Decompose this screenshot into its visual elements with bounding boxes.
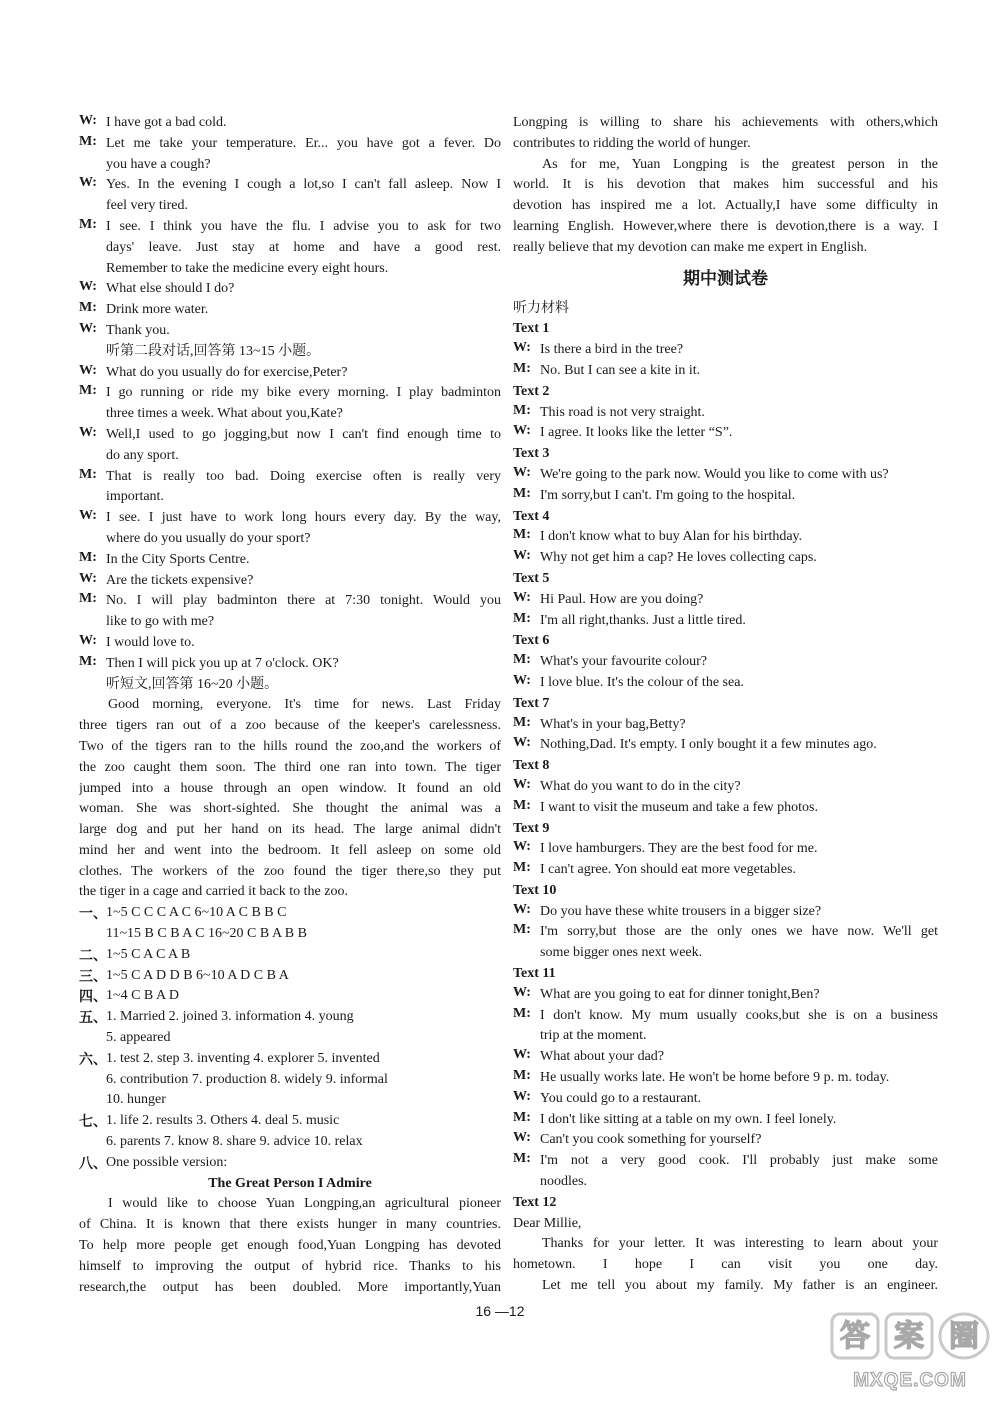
answer-section-number: 三、 xyxy=(79,969,107,985)
text-line: noodles. xyxy=(540,1174,588,1190)
dialogue-text xyxy=(540,902,938,923)
text-line: I'm all right,thanks. Just a little tired. xyxy=(540,612,746,628)
paragraph-line: devotion has inspired me a lot. Actually,I have some difficulty in xyxy=(513,198,938,214)
letter-line: hometown. I hope I can visit you one day. xyxy=(513,1257,938,1273)
text-line: Do you have these white trousers in a bigger size? xyxy=(540,903,822,919)
dialogue-text xyxy=(106,571,501,592)
speaker-label: W: xyxy=(513,548,531,564)
paragraph-line: woman. She was short-sighted. She thought the animal was a xyxy=(79,801,501,817)
dialogue-turn xyxy=(513,1151,938,1193)
speaker-label: W: xyxy=(513,839,531,855)
speaker-label: W: xyxy=(513,984,531,1000)
paragraph-line: the zoo caught them soon. The third one ran into town. The tiger xyxy=(79,759,501,775)
text-line: No. I will play badminton there at 7:30 tonight. Would you xyxy=(106,593,501,609)
speaker-label: W: xyxy=(513,672,531,688)
text-line: I see. I think you have the flu. I advise you to ask for two xyxy=(106,218,501,234)
dialogue-turn xyxy=(513,715,938,736)
answer-line: One possible version: xyxy=(106,1154,228,1170)
paragraph-line: Good morning, everyone. It's time for news. Last Friday xyxy=(108,697,501,713)
text-line: like to go with me? xyxy=(106,614,215,630)
dialogue-turn xyxy=(79,300,501,321)
text-line: This road is not very straight. xyxy=(540,404,705,420)
speaker-label: W: xyxy=(79,362,97,378)
dialogue-turn xyxy=(513,590,938,611)
dialogue-text xyxy=(540,1006,938,1048)
speaker-label: M: xyxy=(79,653,97,669)
dialogue-turn xyxy=(513,985,938,1006)
dialogue-turn xyxy=(79,508,501,550)
speaker-label: W: xyxy=(79,113,97,128)
dialogue-text xyxy=(106,363,501,384)
dialogue-text xyxy=(540,1130,938,1151)
speaker-label: M: xyxy=(513,1151,531,1167)
answer-line: 6. parents 7. know 8. share 9. advice 10. relax xyxy=(106,1134,363,1150)
text-line: important. xyxy=(106,489,164,505)
paragraph-line: clothes. The workers of the zoo found the tiger there,so they put xyxy=(79,863,501,879)
dialogue-text xyxy=(540,1151,938,1193)
answer-line: 1~5 C A D D B 6~10 A D C B A xyxy=(106,967,289,983)
answer-text xyxy=(106,966,501,987)
dialogue-text xyxy=(106,383,501,425)
dialogue-text xyxy=(540,527,938,548)
dialogue-turn xyxy=(513,465,938,486)
text-line: I have got a bad cold. xyxy=(106,115,227,130)
text-label: Text 12 xyxy=(513,1194,557,1210)
text-line: I'm sorry,but those are the only ones we have now. We'll get xyxy=(540,924,938,940)
speaker-label: W: xyxy=(79,570,97,586)
answer-line: 6. contribution 7. production 8. widely 9. informal xyxy=(106,1071,388,1087)
dialogue-text xyxy=(106,591,501,633)
paragraph-line: world. It is his devotion that makes him successful and his xyxy=(513,177,938,193)
text-label: Text 2 xyxy=(513,383,550,399)
dialogue-turn xyxy=(513,673,938,694)
text-line: Thank you. xyxy=(106,322,170,338)
dialogue-text xyxy=(106,175,501,217)
speaker-label: W: xyxy=(79,175,97,191)
text-line: Remember to take the medicine every eight hours. xyxy=(106,260,389,276)
dialogue-text xyxy=(540,715,938,736)
dialogue-turn xyxy=(79,113,501,134)
text-line: Why not get him a cap? He loves collecting caps. xyxy=(540,550,817,566)
dialogue-text xyxy=(106,113,501,134)
dialogue-turn xyxy=(79,425,501,467)
dialogue-text xyxy=(540,673,938,694)
dialogue-text xyxy=(106,217,501,279)
text-line: Are the tickets expensive? xyxy=(106,572,254,588)
text-label: Text 4 xyxy=(513,508,550,524)
dialogue-turn xyxy=(513,527,938,548)
paragraph-line: three tigers ran out of a zoo because of the keeper's carelessness. xyxy=(79,718,501,734)
dialogue-text xyxy=(106,550,501,571)
dialogue-turn xyxy=(513,361,938,382)
dialogue-text xyxy=(540,611,938,632)
dialogue-text xyxy=(540,1089,938,1110)
letter-salutation: Dear Millie, xyxy=(513,1215,582,1231)
dialogue-turn xyxy=(513,611,938,632)
dialogue-text xyxy=(540,548,938,569)
dialogue-text xyxy=(540,922,938,964)
dialogue-text xyxy=(540,465,938,486)
answer-line: 5. appeared xyxy=(106,1030,171,1046)
letter-line: Let me tell you about my family. My father is an engineer. xyxy=(542,1278,938,1294)
text-label: Text 6 xyxy=(513,633,550,649)
speaker-label: M: xyxy=(513,402,531,418)
dialogue-turn xyxy=(513,340,938,361)
answer-line: 11~15 B C B A C 16~20 C B A B B xyxy=(106,926,307,942)
text-line: What are you going to eat for dinner tonight,Ben? xyxy=(540,986,820,1002)
page-number: 16 —12 xyxy=(475,1303,525,1319)
text-line: Drink more water. xyxy=(106,302,209,318)
dialogue-text xyxy=(540,1068,938,1089)
dialogue-text xyxy=(540,486,938,507)
dialogue-text xyxy=(540,777,938,798)
speaker-label: W: xyxy=(513,1130,531,1146)
speaker-label: M: xyxy=(513,527,531,543)
speaker-label: M: xyxy=(513,1005,531,1021)
dialogue-turn xyxy=(513,548,938,569)
dialogue-text xyxy=(540,423,938,444)
watermark-glyph: 答 xyxy=(840,1319,870,1354)
text-line: I see. I just have to work long hours every day. By the way, xyxy=(106,510,501,526)
speaker-label: M: xyxy=(79,549,97,565)
paragraph-line: jumped into a house through an open window. It found an old xyxy=(79,780,501,796)
dialogue-turn xyxy=(79,550,501,571)
text-line: I go running or ride my bike every morning. I play badminton xyxy=(106,385,501,401)
speaker-label: M: xyxy=(513,652,531,668)
dialogue-turn xyxy=(79,217,501,279)
dialogue-turn xyxy=(513,486,938,507)
text-label: Text 11 xyxy=(513,966,556,982)
answer-row xyxy=(79,1007,501,1049)
essay-line: I would like to choose Yuan Longping,an agricultural pioneer xyxy=(108,1196,501,1212)
paragraph-line: large dog and put her hand on its head. The large animal didn't xyxy=(79,822,501,838)
answer-text xyxy=(106,1049,501,1111)
dialogue-turn xyxy=(513,839,938,860)
answer-text xyxy=(106,903,501,945)
speaker-label: M: xyxy=(513,860,531,876)
answer-section-number: 二、 xyxy=(79,948,107,964)
speaker-label: W: xyxy=(79,632,97,648)
dialogue-text xyxy=(106,508,501,550)
dialogue-turn xyxy=(79,591,501,633)
speaker-label: W: xyxy=(513,776,531,792)
answer-line: 1~5 C A C A B xyxy=(106,946,191,962)
answer-line: 10. hunger xyxy=(106,1092,166,1108)
text-line: trip at the moment. xyxy=(540,1028,647,1044)
dialogue-turn xyxy=(79,467,501,509)
instruction-line: 听第二段对话,回答第 13~15 小题。 xyxy=(106,343,321,359)
speaker-label: M: xyxy=(513,360,531,376)
text-line: feel very tired. xyxy=(106,198,189,214)
text-line: He usually works late. He won't be home before 9 p. m. today. xyxy=(540,1070,890,1086)
dialogue-turn xyxy=(513,1130,938,1151)
dialogue-text xyxy=(540,590,938,611)
answer-section-number: 六、 xyxy=(79,1052,107,1068)
text-line: You could go to a restaurant. xyxy=(540,1090,702,1106)
dialogue-turn xyxy=(513,1110,938,1131)
text-line: What do you want to do in the city? xyxy=(540,778,741,794)
text-line: Can't you cook something for yourself? xyxy=(540,1132,762,1148)
answer-line: 1~4 C B A D xyxy=(106,988,179,1004)
dialogue-text xyxy=(540,1110,938,1131)
dialogue-turn xyxy=(513,652,938,673)
speaker-label: W: xyxy=(79,320,97,336)
answer-text xyxy=(106,1111,501,1153)
dialogue-turn xyxy=(513,1068,938,1089)
text-line: What else should I do? xyxy=(106,281,235,297)
dialogue-turn xyxy=(513,777,938,798)
text-line: Yes. In the evening I cough a lot,so I can't fall asleep. Now I xyxy=(106,177,501,193)
answer-section-number: 四、 xyxy=(79,990,107,1006)
dialogue-text xyxy=(540,798,938,819)
dialogue-text xyxy=(106,279,501,300)
dialogue-text xyxy=(540,860,938,881)
dialogue-turn xyxy=(79,633,501,654)
speaker-label: W: xyxy=(513,901,531,917)
speaker-label: M: xyxy=(513,1109,531,1125)
text-label: Text 3 xyxy=(513,446,550,462)
dialogue-text xyxy=(106,134,501,176)
text-label: Text 10 xyxy=(513,882,557,898)
text-line: I would love to. xyxy=(106,634,195,650)
paragraph-line: mind her and went into the bedroom. It fell asleep on some old xyxy=(79,842,501,858)
text-line: I don't know what to buy Alan for his birthday. xyxy=(540,529,803,545)
dialogue-text xyxy=(540,839,938,860)
text-line: What's in your bag,Betty? xyxy=(540,716,686,732)
dialogue-turn xyxy=(79,571,501,592)
answer-row xyxy=(79,966,501,987)
speaker-label: W: xyxy=(513,464,531,480)
watermark-glyph: 圈 xyxy=(949,1319,979,1354)
speaker-label: M: xyxy=(513,610,531,626)
right-column xyxy=(513,113,938,1297)
section-title: 期中测试卷 xyxy=(683,268,768,289)
answer-section-number: 七、 xyxy=(79,1115,107,1131)
dialogue-turn xyxy=(79,134,501,176)
text-line: I love blue. It's the colour of the sea. xyxy=(540,674,744,690)
text-line: That is really too bad. Doing exercise often is really very xyxy=(106,468,501,484)
text-line: What's your favourite colour? xyxy=(540,654,707,670)
dialogue-text xyxy=(106,321,501,342)
answer-row xyxy=(79,986,501,1007)
dialogue-text xyxy=(106,467,501,509)
speaker-label: M: xyxy=(79,216,97,232)
answer-text xyxy=(106,945,501,966)
speaker-label: W: xyxy=(79,424,97,440)
watermark-logo xyxy=(826,1308,994,1396)
dialogue-text xyxy=(106,633,501,654)
dialogue-text xyxy=(540,1047,938,1068)
answer-line: 1~5 C C C A C 6~10 A C B B C xyxy=(106,905,287,921)
paragraph-line: learning English. However,where there is devotion,there is a way. I xyxy=(513,218,938,234)
answer-line: 1. life 2. results 3. Others 4. deal 5. music xyxy=(106,1113,340,1129)
answer-row xyxy=(79,1049,501,1111)
letter-line: Thanks for your letter. It was interesting to learn about your xyxy=(542,1236,938,1252)
speaker-label: W: xyxy=(513,423,531,439)
text-line: What about your dad? xyxy=(540,1049,665,1065)
text-line: some bigger ones next week. xyxy=(540,945,703,961)
essay-line: contributes to ridding the world of hunger. xyxy=(513,135,751,151)
dialogue-text xyxy=(106,425,501,467)
watermark-text: MXQE.COM xyxy=(853,1370,967,1391)
dialogue-text xyxy=(540,735,938,756)
text-label: Text 7 xyxy=(513,695,550,711)
speaker-label: M: xyxy=(513,797,531,813)
text-line: days' leave. Just stay at home and have a good rest. xyxy=(106,239,501,255)
dialogue-turn xyxy=(513,1047,938,1068)
text-line: Is there a bird in the tree? xyxy=(540,342,684,358)
answer-section-number: 五、 xyxy=(79,1011,107,1027)
essay-title: The Great Person I Admire xyxy=(208,1175,372,1191)
speaker-label: M: xyxy=(79,383,97,399)
speaker-label: W: xyxy=(79,508,97,524)
essay-line: research,the output has been doubled. More importantly,Yuan xyxy=(79,1279,501,1295)
text-line: In the City Sports Centre. xyxy=(106,551,250,567)
speaker-label: W: xyxy=(513,1088,531,1104)
answer-row xyxy=(79,1153,501,1174)
paragraph-line: really believe that my devotion can make me expert in English. xyxy=(513,239,868,255)
essay-line: himself to improving the output of hybrid rice. Thanks to his xyxy=(79,1258,501,1274)
dialogue-text xyxy=(106,654,501,675)
speaker-label: M: xyxy=(513,922,531,938)
speaker-label: M: xyxy=(79,300,97,316)
text-line: No. But I can see a kite in it. xyxy=(540,362,701,378)
text-label: Text 8 xyxy=(513,758,550,774)
answer-row xyxy=(79,945,501,966)
dialogue-text xyxy=(106,300,501,321)
dialogue-turn xyxy=(513,1006,938,1048)
speaker-label: W: xyxy=(513,340,531,356)
text-line: I can't agree. Yon should eat more vegetables. xyxy=(540,862,796,878)
text-label: Text 5 xyxy=(513,570,550,586)
dialogue-text xyxy=(540,340,938,361)
answer-line: 1. Married 2. joined 3. information 4. young xyxy=(106,1009,354,1025)
text-line: where do you usually do your sport? xyxy=(106,530,311,546)
dialogue-text xyxy=(540,985,938,1006)
text-line: I love hamburgers. They are the best food for me. xyxy=(540,841,818,857)
text-line: Hi Paul. How are you doing? xyxy=(540,591,704,607)
text-line: you have a cough? xyxy=(106,156,211,172)
dialogue-turn xyxy=(513,1089,938,1110)
text-label: Text 1 xyxy=(513,321,550,337)
text-line: I don't like sitting at a table on my own. I feel lonely. xyxy=(540,1111,837,1127)
text-line: I don't know. My mum usually cooks,but she is on a business xyxy=(540,1007,938,1023)
essay-line: Longping is willing to share his achievements with others,which xyxy=(513,115,938,130)
instruction-line: 听短文,回答第 16~20 小题。 xyxy=(106,676,279,692)
dialogue-turn xyxy=(513,403,938,424)
essay-line: of China. It is known that there exists hunger in many countries. xyxy=(79,1217,501,1233)
listening-label: 听力材料 xyxy=(513,300,569,316)
paragraph-line: As for me, Yuan Longping is the greatest person in the xyxy=(542,156,938,172)
dialogue-turn xyxy=(79,383,501,425)
dialogue-turn xyxy=(513,735,938,756)
text-line: Well,I used to go jogging,but now I can't find enough time to xyxy=(106,426,501,442)
speaker-label: W: xyxy=(79,279,97,295)
speaker-label: M: xyxy=(513,714,531,730)
speaker-label: M: xyxy=(79,133,97,149)
dialogue-text xyxy=(540,403,938,424)
text-line: three times a week. What about you,Kate? xyxy=(106,406,343,422)
dialogue-turn xyxy=(513,423,938,444)
dialogue-turn xyxy=(513,798,938,819)
dialogue-turn xyxy=(79,321,501,342)
left-column xyxy=(79,113,501,1298)
answer-text xyxy=(106,986,501,1007)
text-line: do any sport. xyxy=(106,447,179,463)
speaker-label: W: xyxy=(513,735,531,751)
dialogue-turn xyxy=(79,175,501,217)
speaker-label: M: xyxy=(513,1068,531,1084)
paragraph-line: the tiger in a cage and carried it back to the zoo. xyxy=(79,884,348,900)
text-line: What do you usually do for exercise,Peter? xyxy=(106,364,348,380)
text-line: I agree. It looks like the letter “S”. xyxy=(540,425,733,441)
dialogue-turn xyxy=(79,363,501,384)
speaker-label: W: xyxy=(513,589,531,605)
answer-section-number: 八、 xyxy=(79,1156,107,1172)
watermark-glyph: 案 xyxy=(894,1319,924,1354)
text-line: Let me take your temperature. Er... you have got a fever. Do xyxy=(106,135,501,151)
text-line: I'm not a very good cook. I'll probably just make some xyxy=(540,1153,938,1169)
dialogue-text xyxy=(540,652,938,673)
paragraph-line: Two of the tigers ran to the hills round the zoo,and the workers of xyxy=(79,738,501,754)
dialogue-turn xyxy=(513,860,938,881)
answer-line: 1. test 2. step 3. inventing 4. explorer 5. invented xyxy=(106,1050,380,1066)
dialogue-turn xyxy=(513,902,938,923)
dialogue-text xyxy=(540,361,938,382)
text-line: I'm sorry,but I can't. I'm going to the hospital. xyxy=(540,487,796,503)
speaker-label: M: xyxy=(79,466,97,482)
text-line: I want to visit the museum and take a few photos. xyxy=(540,799,818,815)
essay-line: To help more people get enough food,Yuan Longping has devoted xyxy=(79,1238,501,1254)
answer-row xyxy=(79,1111,501,1153)
speaker-label: M: xyxy=(513,485,531,501)
text-line: Nothing,Dad. It's empty. I only bought it a few minutes ago. xyxy=(540,737,877,753)
dialogue-turn xyxy=(79,279,501,300)
dialogue-turn xyxy=(79,654,501,675)
dialogue-turn xyxy=(513,922,938,964)
speaker-label: M: xyxy=(79,591,97,607)
speaker-label: W: xyxy=(513,1047,531,1063)
answer-section-number: 一、 xyxy=(79,907,107,923)
text-line: We're going to the park now. Would you like to come with us? xyxy=(540,466,889,482)
text-label: Text 9 xyxy=(513,820,550,836)
answer-text xyxy=(106,1007,501,1049)
answer-text xyxy=(106,1153,501,1174)
answer-row xyxy=(79,903,501,945)
text-line: Then I will pick you up at 7 o'clock. OK? xyxy=(106,655,339,671)
